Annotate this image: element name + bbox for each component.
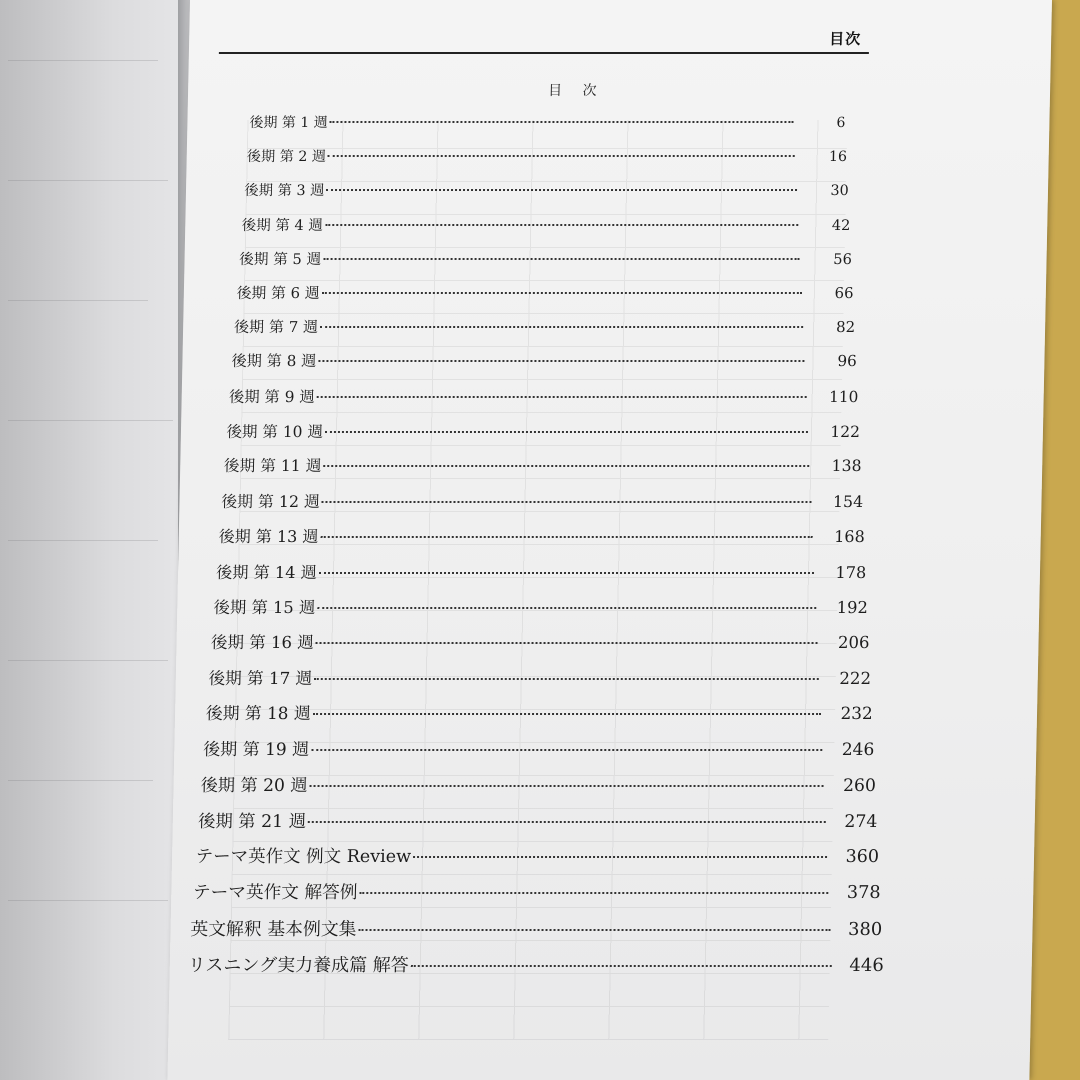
toc-entry-page-number: 222 (839, 668, 872, 688)
dot-leader (320, 536, 812, 538)
toc-entry (224, 454, 862, 476)
toc-entry-page-number: 56 (833, 250, 853, 268)
toc-entry-label: 後期 第 2 週 (246, 148, 327, 165)
dot-leader (322, 501, 811, 503)
bleed-through-line (8, 300, 148, 301)
toc-entry-label: テーマ英作文 解答例 (192, 882, 358, 903)
toc-entry (221, 489, 863, 512)
toc-entry-page-number: 178 (835, 562, 867, 582)
toc-entry-page-number: 122 (830, 422, 861, 441)
toc-entry-page-number: 42 (831, 217, 851, 234)
toc-entry-label: 後期 第 15 週 (213, 598, 316, 617)
toc-entry-page-number: 246 (841, 740, 875, 761)
dot-leader (322, 292, 802, 294)
table-of-contents-page (167, 0, 1052, 1080)
toc-entry (188, 951, 885, 977)
toc-entry (200, 771, 876, 796)
toc-entry (236, 282, 853, 303)
dot-leader (323, 465, 809, 467)
toc-entry-label: テーマ英作文 例文 Review (195, 846, 412, 867)
dot-leader (359, 892, 828, 894)
toc-entry-label: 後期 第 7 週 (233, 318, 319, 337)
toc-entry-page-number: 16 (828, 148, 848, 165)
dot-leader (308, 821, 825, 823)
toc-entry-label: 後期 第 10 週 (226, 422, 324, 441)
toc-entry-page-number: 66 (834, 284, 854, 302)
toc-entry-label: 後期 第 8 週 (231, 352, 317, 371)
toc-entry (226, 420, 860, 442)
dot-leader (325, 224, 798, 226)
bleed-through-line (8, 60, 158, 61)
dot-leader (313, 713, 821, 715)
toc-entry-page-number: 82 (835, 318, 856, 337)
toc-entry (190, 915, 882, 941)
toc-entry (198, 807, 878, 832)
dot-leader (316, 642, 818, 644)
toc-entry (231, 350, 857, 371)
toc-entry-page-number: 260 (842, 776, 877, 797)
toc-entry-label: 英文解釈 基本例文集 (190, 918, 357, 940)
toc-entry (213, 594, 868, 618)
bleed-through-line (8, 420, 173, 421)
toc-entry-page-number: 192 (836, 598, 869, 617)
dot-leader (317, 607, 816, 609)
toc-entry (195, 843, 879, 868)
bleed-through-line (8, 180, 168, 181)
toc-entry-page-number: 206 (837, 633, 870, 653)
dot-leader (411, 965, 832, 967)
toc-entry (247, 146, 848, 166)
toc-entry-label: 後期 第 20 週 (200, 776, 308, 797)
bleed-through-line (8, 660, 168, 661)
left-page (0, 0, 190, 1080)
dot-leader (319, 572, 815, 574)
dot-leader (314, 678, 819, 680)
toc-entry-page-number: 30 (830, 182, 849, 199)
toc-entry (234, 316, 855, 337)
dot-leader (320, 326, 803, 328)
toc-entry (216, 559, 867, 583)
toc-entry-label: 後期 第 5 週 (239, 250, 322, 268)
toc-entry (229, 385, 859, 407)
dot-leader (358, 929, 830, 931)
toc-entry-page-number: 138 (831, 456, 862, 476)
bleed-through-line (8, 780, 153, 781)
running-head: 目次 (828, 30, 862, 48)
toc-list (167, 0, 1052, 1080)
toc-entry-page-number: 274 (844, 811, 878, 832)
toc-entry-label: 後期 第 6 週 (236, 284, 320, 302)
toc-entry-page-number: 110 (828, 387, 859, 406)
dot-leader (326, 189, 796, 191)
toc-entry-page-number: 446 (849, 954, 884, 976)
toc-entry-label: 後期 第 11 週 (223, 456, 322, 476)
toc-entry (244, 180, 849, 200)
toc-entry-page-number: 380 (847, 918, 883, 940)
toc-entry (193, 879, 881, 904)
dot-leader (328, 155, 795, 157)
dot-leader (317, 396, 807, 398)
toc-entry (211, 629, 870, 653)
dot-leader (309, 785, 823, 787)
toc-entry-page-number: 96 (837, 352, 857, 371)
dot-leader (311, 749, 822, 751)
toc-entry-page-number: 232 (840, 702, 873, 723)
bleed-through-line (8, 540, 158, 541)
toc-entry-page-number: 154 (832, 492, 864, 511)
toc-entry (206, 700, 873, 724)
toc-entry-label: 後期 第 9 週 (228, 387, 315, 406)
dot-leader (325, 431, 808, 433)
toc-entry-label: 後期 第 4 週 (241, 217, 324, 234)
toc-entry-label: 後期 第 17 週 (208, 668, 313, 688)
toc-entry (208, 665, 871, 689)
toc-entry-label: 後期 第 16 週 (210, 633, 314, 653)
dot-leader (323, 258, 800, 260)
toc-entry-label: 後期 第 21 週 (197, 811, 307, 832)
toc-entry (249, 112, 845, 132)
toc-entry-page-number: 6 (836, 115, 846, 131)
toc-entry-label: リスニング実力養成篇 解答 (187, 954, 410, 976)
toc-entry (219, 524, 865, 547)
toc-entry (203, 735, 875, 760)
toc-entry (242, 214, 851, 235)
toc-entry-page-number: 168 (834, 526, 865, 546)
toc-entry-page-number: 360 (845, 846, 880, 867)
toc-entry (239, 248, 852, 269)
toc-entry-label: 後期 第 1 週 (249, 115, 328, 131)
toc-entry-page-number: 378 (846, 882, 881, 903)
toc-entry-label: 後期 第 3 週 (244, 182, 325, 199)
bleed-through-line (8, 900, 168, 901)
dot-leader (330, 121, 794, 123)
toc-entry-label: 後期 第 18 週 (205, 702, 311, 723)
page-title: 目 次 (547, 83, 605, 99)
dot-leader (413, 856, 827, 858)
toc-entry-label: 後期 第 19 週 (203, 740, 310, 761)
dot-leader (318, 360, 804, 362)
toc-entry-label: 後期 第 14 週 (215, 562, 317, 582)
toc-entry-label: 後期 第 12 週 (221, 492, 321, 511)
toc-entry-label: 後期 第 13 週 (218, 526, 319, 546)
